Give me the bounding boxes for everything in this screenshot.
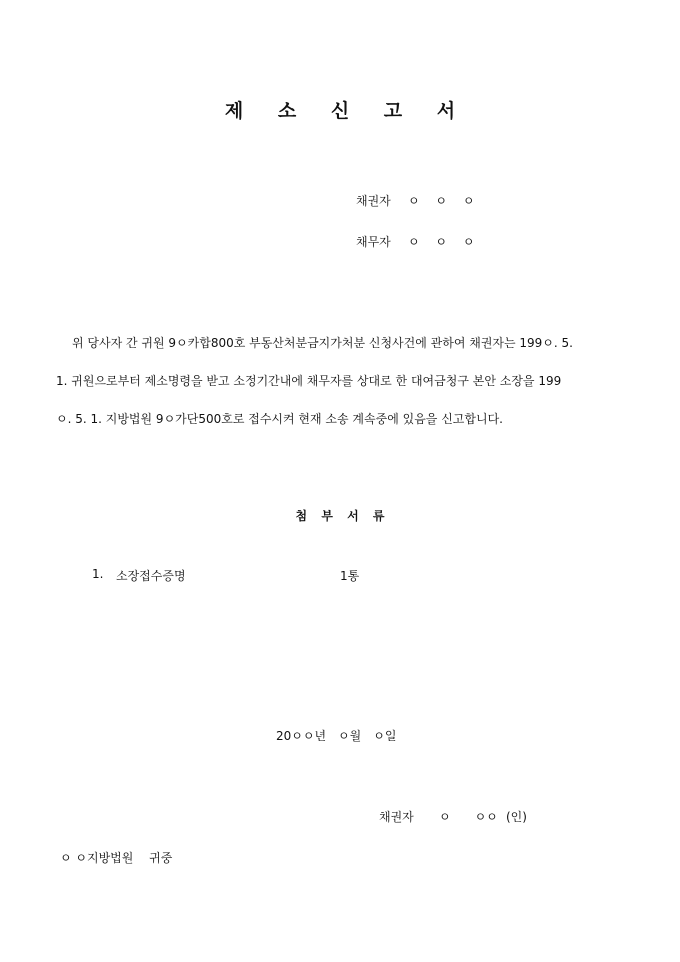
signature-name: ㅇ ㅇㅇ: [439, 810, 498, 824]
attachment-item-name: 소장접수증명: [116, 569, 186, 583]
document-date: 20ㅇㅇ년 ㅇ월 ㅇ일: [276, 729, 397, 743]
court-addressee: ㅇ ㅇ지방법원 귀중: [60, 851, 173, 865]
attachments-heading: 첨 부 서 류: [295, 509, 390, 523]
creditor-name: ㅇ ㅇ ㅇ: [408, 194, 475, 208]
debtor-label: 채무자: [356, 235, 391, 249]
attachment-item-count: 1통: [340, 569, 360, 583]
signature-seal: (인): [506, 810, 527, 824]
body-line-2: 1. 귀원으로부터 제소명령을 받고 소정기간내에 채무자를 상대로 한 대여금청구 본안 소장을 199: [56, 374, 562, 388]
signature-label: 채권자: [379, 810, 414, 824]
creditor-label: 채권자: [356, 194, 391, 208]
body-line-3: ㅇ. 5. 1. 지방법원 9ㅇ가단500호로 접수시켜 현재 소송 계속중에 있음을 신고합니다.: [56, 412, 503, 426]
debtor-name: ㅇ ㅇ ㅇ: [408, 235, 475, 249]
attachment-item-number: 1.: [92, 567, 104, 581]
body-line-1: 위 당사자 간 귀원 9ㅇ카합800호 부동산처분금지가처분 신청사건에 관하여 채권자는 199ㅇ. 5.: [72, 336, 573, 350]
document-title: 제 소 신 고 서: [224, 100, 470, 122]
